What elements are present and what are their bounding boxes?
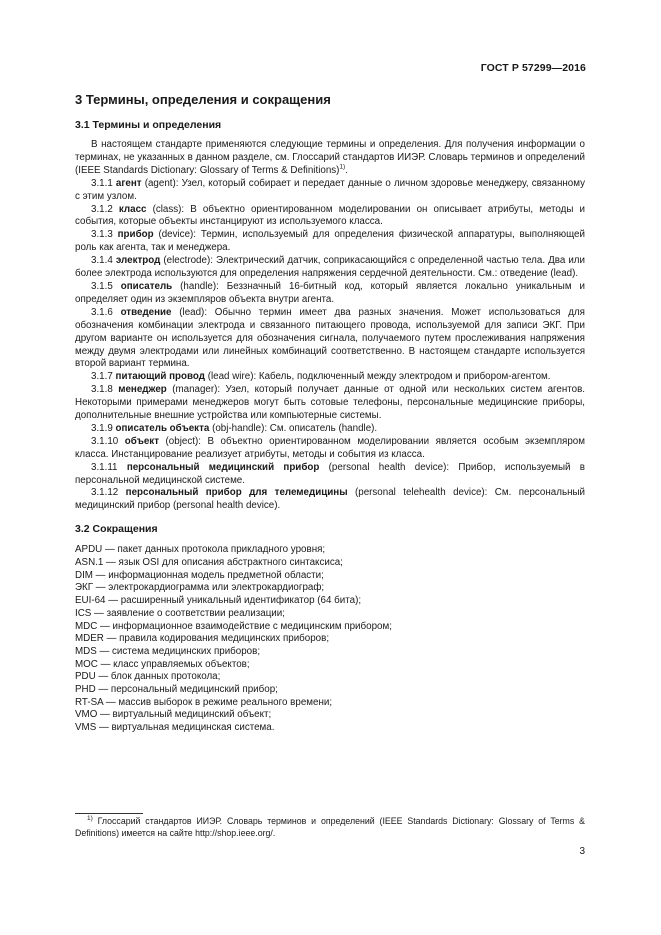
abbreviation-item: PHD — персональный медицинский прибор;: [75, 684, 278, 696]
term-number: 3.1.5: [91, 280, 113, 292]
abbreviation-item: PDU — блок данных протокола;: [75, 671, 221, 683]
term-definition: (manager): Узел, который получает данные от одной или нескольких систем агентов. Некоторыми примерами менеджеров могут быть сотовые телефоны, персональные медицинские приборы, дополнительные внешние устройства или компьютерные системы.: [75, 384, 585, 422]
term-name: описатель объекта: [115, 422, 210, 434]
term-definition: (lead wire): Кабель, подключенный между электродом и прибором-агентом.: [207, 371, 551, 383]
term-definition: (obj-handle): См. описатель (handle).: [212, 422, 378, 434]
page-content: [75, 92, 585, 735]
footnote-marker: 1): [87, 815, 93, 823]
abbreviation-item: MDER — правила кодирования медицинских приборов;: [75, 633, 330, 645]
terms-list: [75, 178, 585, 514]
term-entry: [75, 255, 585, 281]
page-number: 3: [579, 846, 585, 857]
term-name: прибор: [117, 229, 154, 241]
footnote: [75, 816, 585, 839]
term-name: агент: [115, 177, 142, 189]
term-entry: [75, 204, 585, 230]
term-number: 3.1.2: [91, 203, 113, 215]
term-number: 3.1.11: [91, 461, 118, 473]
abbreviations-subsection-title: 3.2 Сокращения: [75, 523, 158, 536]
abbreviation-item: MOC — класс управляемых объектов;: [75, 658, 250, 670]
term-definition: (electrode): Электрический датчик, соприкасающийся с определенной частью тела. Два или более электрода используются для определения напряжения сердечной деятельности. См.: отведение (lead).: [75, 255, 585, 280]
term-entry: [75, 371, 585, 384]
intro-text: В настоящем стандарте применяются следующие термины и определения. Для получения информации о терминах, не указанных в данном разделе, см. Глоссарий стандартов ИИЭР. Словарь терминов и определений (IEEE Standards Dictionary: Glossary of Terms & Definitions): [75, 139, 585, 176]
term-number: 3.1.10: [91, 435, 119, 447]
term-number: 3.1.7: [91, 371, 113, 383]
term-name: электрод: [115, 255, 161, 267]
term-entry: [75, 487, 585, 513]
term-entry: [75, 229, 585, 255]
abbreviation-item: APDU — пакет данных протокола прикладного уровня;: [75, 544, 326, 556]
footnote-reference: 1): [339, 163, 346, 171]
footnote-text: Глоссарий стандартов ИИЭР. Словарь терминов и определений (IEEE Standards Dictionary: Glossary of Terms & Definitions) имеется на сайте http://shop.ieee.org/.: [75, 816, 585, 838]
term-entry: [75, 436, 585, 462]
term-entry: [75, 281, 585, 307]
term-entry: [75, 178, 585, 204]
term-number: 3.1.8: [91, 384, 113, 396]
term-name: объект: [124, 435, 159, 447]
abbreviation-item: DIM — информационная модель предметной области;: [75, 569, 324, 581]
abbreviation-item: ЭКГ — электрокардиограмма или электрокардиограф;: [75, 582, 325, 594]
abbreviation-item: MDC — информационное взаимодействие с медицинским прибором;: [75, 620, 392, 632]
term-name: менеджер: [118, 384, 167, 396]
term-number: 3.1.12: [91, 487, 119, 499]
term-entry: [75, 423, 585, 436]
term-name: описатель: [120, 280, 173, 292]
term-number: 3.1.3: [91, 229, 113, 241]
term-number: 3.1.4: [91, 255, 113, 267]
footnote-divider: [75, 813, 143, 814]
term-number: 3.1.6: [91, 306, 113, 318]
term-name: питающий провод: [115, 371, 205, 383]
term-name: класс: [118, 203, 147, 215]
abbreviations-list: [75, 544, 585, 735]
term-name: персональный медицинский прибор: [126, 461, 320, 473]
abbreviation-item: VMO — виртуальный медицинский объект;: [75, 709, 272, 721]
term-definition: (class): В объектно ориентированном моделировании он описывает атрибуты, методы и события, которые объекты инстанцируют из используемого класса.: [75, 203, 585, 228]
term-definition: (personal health device): Прибор, используемый в персональной медицинской системе.: [75, 461, 585, 486]
terms-intro: [75, 139, 585, 178]
abbreviation-item: VMS — виртуальная медицинская система.: [75, 722, 275, 734]
term-definition: (device): Термин, используемый для определения физической аппаратуры, выполняющей роль как агента, так и менеджера.: [75, 229, 585, 254]
document-code: ГОСТ Р 57299—2016: [480, 62, 586, 74]
term-definition: (agent): Узел, который собирает и передает данные о личном здоровье менеджеру, связанному с этим узлом.: [75, 177, 585, 202]
abbreviation-item: ICS — заявление о соответствии реализации;: [75, 607, 285, 619]
term-number: 3.1.1: [91, 177, 113, 189]
term-entry: [75, 307, 585, 372]
term-definition: (lead): Обычно термин имеет два разных значения. Может использоваться для обозначения комбинации электрода и связанного питающего провода, используемой для записи ЭКГ. При другом варианте он используется для обозначения сигнала, получаемого путем прослеживания напряжения между двумя электродами или линейных комбинаций соответственно. В настоящем стандарте используется второй вариант термина.: [75, 306, 585, 370]
terms-subsection-title: 3.1 Термины и определения: [75, 119, 222, 131]
term-entry: [75, 384, 585, 423]
term-name: отведение: [120, 306, 172, 318]
term-entry: [75, 462, 585, 488]
abbreviation-item: MDS — система медицинских приборов;: [75, 645, 261, 657]
term-name: персональный прибор для телемедицины: [125, 487, 348, 499]
term-definition: (handle): Беззначный 16-битный код, который является локально уникальным и определяет один из экземпляров объекта внутри агента.: [75, 280, 585, 305]
section-title: 3 Термины, определения и сокращения: [75, 92, 331, 107]
term-definition: (personal telehealth device): См. персональный медицинский прибор (personal health device).: [75, 487, 585, 512]
abbreviation-item: RT-SA — массив выборок в режиме реального времени;: [75, 696, 333, 708]
intro-text-end: .: [345, 164, 348, 176]
abbreviation-item: EUI-64 — расширенный уникальный идентификатор (64 бита);: [75, 595, 362, 607]
term-number: 3.1.9: [91, 422, 113, 434]
abbreviation-item: ASN.1 — язык OSI для описания абстрактного синтаксиса;: [75, 556, 343, 568]
term-definition: (object): В объектно ориентированном моделировании является особым экземпляром класса. Инстанцирование реализует атрибуты, методы и события из класса.: [75, 435, 585, 460]
